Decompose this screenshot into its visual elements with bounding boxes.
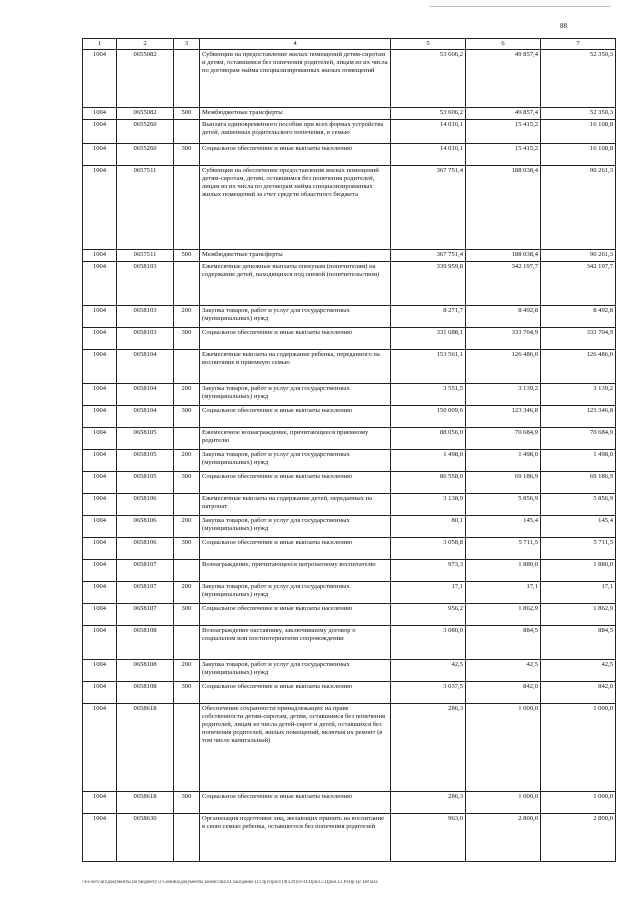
target-item-code: 0658105: [117, 472, 174, 494]
amount-col7: 2 800,0: [541, 814, 616, 862]
amount-col7: 1 862,9: [541, 604, 616, 626]
target-item-code: 0655082: [117, 108, 174, 120]
amount-col7: 123 346,8: [541, 406, 616, 428]
table-row: [83, 144, 616, 166]
section-code: 1004: [83, 384, 117, 406]
item-description: Социальное обеспечение и иные выплаты населению: [200, 406, 391, 428]
amount-col7: 52 350,3: [541, 108, 616, 120]
section-code: 1004: [83, 350, 117, 384]
table-row: [83, 450, 616, 472]
col-header-1: 1: [83, 39, 117, 50]
amount-col5: 8 271,7: [391, 306, 466, 328]
section-code: 1004: [83, 516, 117, 538]
amount-col6: 8 492,8: [466, 306, 541, 328]
amount-col5: 80,1: [391, 516, 466, 538]
amount-col6: 1 862,9: [466, 604, 541, 626]
amount-col5: 86 558,0: [391, 472, 466, 494]
table-row: [83, 50, 616, 108]
col-header-2: 2: [117, 39, 174, 50]
expense-type-code: 300: [174, 682, 200, 704]
expense-type-code: [174, 50, 200, 108]
amount-col5: 153 561,1: [391, 350, 466, 384]
expense-type-code: [174, 350, 200, 384]
item-description: Межбюджетные трансферты: [200, 250, 391, 262]
amount-col5: 3 080,0: [391, 626, 466, 660]
item-description: Закупка товаров, работ и услуг для государственных (муниципальных) нужд: [200, 450, 391, 472]
amount-col7: 5 711,5: [541, 538, 616, 560]
amount-col6: 188 038,4: [466, 166, 541, 250]
budget-table: [82, 38, 616, 862]
table-row: [83, 604, 616, 626]
amount-col6: 17,1: [466, 582, 541, 604]
amount-col5: 339 959,8: [391, 262, 466, 306]
expense-type-code: [174, 626, 200, 660]
table-row: [83, 328, 616, 350]
table-row: [83, 516, 616, 538]
amount-col6: 70 684,9: [466, 428, 541, 450]
page-number: 88: [560, 22, 567, 30]
table-row: [83, 350, 616, 384]
item-description: Закупка товаров, работ и услуг для государственных (муниципальных) нужд: [200, 306, 391, 328]
section-code: 1004: [83, 626, 117, 660]
table-row: [83, 560, 616, 582]
table-row: [83, 166, 616, 250]
target-item-code: 0655082: [117, 50, 174, 108]
amount-col7: 884,5: [541, 626, 616, 660]
table-row: [83, 704, 616, 792]
target-item-code: 0658108: [117, 626, 174, 660]
table-row: [83, 660, 616, 682]
amount-col7: 842,0: [541, 682, 616, 704]
table-row: [83, 250, 616, 262]
amount-col7: 1 498,0: [541, 450, 616, 472]
expense-type-code: 200: [174, 306, 200, 328]
section-code: 1004: [83, 660, 117, 682]
table-row: [83, 108, 616, 120]
item-description: Социальное обеспечение и иные выплаты населению: [200, 538, 391, 560]
amount-col6: 15 415,2: [466, 144, 541, 166]
section-code: 1004: [83, 472, 117, 494]
amount-col7: 1 000,0: [541, 792, 616, 814]
expense-type-code: [174, 166, 200, 250]
section-code: 1004: [83, 166, 117, 250]
section-code: 1004: [83, 306, 117, 328]
amount-col7: 16 108,8: [541, 120, 616, 144]
expense-type-code: 200: [174, 384, 200, 406]
amount-col6: 5 711,5: [466, 538, 541, 560]
table-row: [83, 626, 616, 660]
expense-type-code: 300: [174, 792, 200, 814]
amount-col5: 3 037,5: [391, 682, 466, 704]
table-row: [83, 792, 616, 814]
amount-col5: 88 056,0: [391, 428, 466, 450]
amount-col5: 331 688,1: [391, 328, 466, 350]
expense-type-code: 500: [174, 108, 200, 120]
amount-col7: 42,5: [541, 660, 616, 682]
col-header-3: 3: [174, 39, 200, 50]
table-row: [83, 406, 616, 428]
item-description: Субвенции на предоставление жилых помещений детям-сиротам и детям, оставшимся без попечения родителей, лицам из их числа по договорам найма специализированных жилых помещений: [200, 50, 391, 108]
section-code: 1004: [83, 450, 117, 472]
target-item-code: 0658108: [117, 660, 174, 682]
target-item-code: 0658630: [117, 814, 174, 862]
amount-col6: 5 856,9: [466, 494, 541, 516]
amount-col7: 17,1: [541, 582, 616, 604]
target-item-code: 0655260: [117, 144, 174, 166]
amount-col5: 53 606,2: [391, 108, 466, 120]
item-description: Ежемесячные выплаты на содержание детей, переданных на патронат: [200, 494, 391, 516]
section-code: 1004: [83, 494, 117, 516]
amount-col6: 3 139,2: [466, 384, 541, 406]
item-description: Закупка товаров, работ и услуг для государственных (муниципальных) нужд: [200, 516, 391, 538]
file-path-footer: \\Fs-serv\all\документы по бюджету\3 Семина\документы комиссии\43 заседание (113р)\прил\19(129)\П-О\Прил.5 Прил.12 РзПр Цс ВР.xlsx: [82, 880, 378, 885]
section-code: 1004: [83, 560, 117, 582]
amount-col5: 53 606,2: [391, 50, 466, 108]
item-description: Обеспечение сохранности принадлежащих на праве собственности детям-сиротам, детям, оставшимся без попечения родителей, лицам из числа детей-сирот и детей, оставшихся без попечения родителей, жилых помещений, включая их ремонт (в том числе капитальный): [200, 704, 391, 792]
amount-col5: 956,2: [391, 604, 466, 626]
item-description: Выплата единовременного пособия при всех формах устройства детей, лишенных родительского попечения, в семью: [200, 120, 391, 144]
target-item-code: 0658106: [117, 516, 174, 538]
section-code: 1004: [83, 50, 117, 108]
expense-type-code: 300: [174, 406, 200, 428]
amount-col7: 126 486,0: [541, 350, 616, 384]
item-description: Социальное обеспечение и иные выплаты населению: [200, 792, 391, 814]
amount-col6: 1 498,0: [466, 450, 541, 472]
section-code: 1004: [83, 428, 117, 450]
amount-col6: 49 857,4: [466, 108, 541, 120]
col-header-5: 5: [391, 39, 466, 50]
amount-col7: 69 186,9: [541, 472, 616, 494]
amount-col5: 3 551,5: [391, 384, 466, 406]
target-item-code: 0658104: [117, 406, 174, 428]
item-description: Социальное обеспечение и иные выплаты населению: [200, 604, 391, 626]
target-item-code: 0657511: [117, 166, 174, 250]
section-code: 1004: [83, 250, 117, 262]
header-row: [83, 39, 616, 50]
item-description: Ежемесячное вознаграждение, причитающееся приемному родителю: [200, 428, 391, 450]
section-code: 1004: [83, 814, 117, 862]
amount-col5: 1 498,0: [391, 450, 466, 472]
amount-col5: 3 058,8: [391, 538, 466, 560]
section-code: 1004: [83, 604, 117, 626]
item-description: Социальное обеспечение и иные выплаты населению: [200, 144, 391, 166]
section-code: 1004: [83, 538, 117, 560]
amount-col7: 5 856,9: [541, 494, 616, 516]
target-item-code: 0658107: [117, 560, 174, 582]
amount-col6: 1 880,0: [466, 560, 541, 582]
amount-col5: 963,0: [391, 814, 466, 862]
amount-col6: 145,4: [466, 516, 541, 538]
target-item-code: 0658103: [117, 328, 174, 350]
col-header-7: 7: [541, 39, 616, 50]
amount-col5: 286,3: [391, 792, 466, 814]
target-item-code: 0658108: [117, 682, 174, 704]
section-code: 1004: [83, 328, 117, 350]
amount-col5: 286,3: [391, 704, 466, 792]
expense-type-code: [174, 428, 200, 450]
table-row: [83, 384, 616, 406]
expense-type-code: 300: [174, 144, 200, 166]
item-description: Закупка товаров, работ и услуг для государственных (муниципальных) нужд: [200, 582, 391, 604]
expense-type-code: [174, 814, 200, 862]
item-description: Социальное обеспечение и иные выплаты населению: [200, 472, 391, 494]
amount-col6: 69 186,9: [466, 472, 541, 494]
table-row: [83, 472, 616, 494]
target-item-code: 0658107: [117, 604, 174, 626]
target-item-code: 0657511: [117, 250, 174, 262]
amount-col5: 367 751,4: [391, 166, 466, 250]
header-rule: [430, 6, 610, 7]
amount-col7: 90 261,3: [541, 250, 616, 262]
amount-col6: 333 704,9: [466, 328, 541, 350]
item-description: Вознаграждение, причитающееся патронатному воспитателю: [200, 560, 391, 582]
expense-type-code: [174, 262, 200, 306]
amount-col7: 8 492,8: [541, 306, 616, 328]
section-code: 1004: [83, 108, 117, 120]
item-description: Межбюджетные трансферты: [200, 108, 391, 120]
section-code: 1004: [83, 262, 117, 306]
amount-col7: 52 350,3: [541, 50, 616, 108]
expense-type-code: 300: [174, 604, 200, 626]
item-description: Ежемесячные денежные выплаты опекунам (попечителям) на содержание детей, находящихся под опекой (попечительством): [200, 262, 391, 306]
section-code: 1004: [83, 682, 117, 704]
amount-col6: 42,5: [466, 660, 541, 682]
expense-type-code: [174, 704, 200, 792]
amount-col6: 2 800,0: [466, 814, 541, 862]
target-item-code: 0658107: [117, 582, 174, 604]
table-row: [83, 428, 616, 450]
amount-col5: 14 010,1: [391, 144, 466, 166]
section-code: 1004: [83, 792, 117, 814]
expense-type-code: 300: [174, 538, 200, 560]
target-item-code: 0655260: [117, 120, 174, 144]
amount-col7: 145,4: [541, 516, 616, 538]
amount-col6: 49 857,4: [466, 50, 541, 108]
amount-col6: 15 415,2: [466, 120, 541, 144]
item-description: Социальное обеспечение и иные выплаты населению: [200, 682, 391, 704]
expense-type-code: [174, 494, 200, 516]
expense-type-code: 200: [174, 450, 200, 472]
table-row: [83, 682, 616, 704]
amount-col5: 367 751,4: [391, 250, 466, 262]
expense-type-code: [174, 120, 200, 144]
target-item-code: 0658105: [117, 428, 174, 450]
amount-col7: 70 684,9: [541, 428, 616, 450]
target-item-code: 0658106: [117, 538, 174, 560]
col-header-6: 6: [466, 39, 541, 50]
item-description: Закупка товаров, работ и услуг для государственных (муниципальных) нужд: [200, 384, 391, 406]
target-item-code: 0658618: [117, 704, 174, 792]
amount-col6: 842,0: [466, 682, 541, 704]
expense-type-code: 200: [174, 516, 200, 538]
amount-col7: 342 197,7: [541, 262, 616, 306]
table-row: [83, 814, 616, 862]
target-item-code: 0658106: [117, 494, 174, 516]
amount-col6: 884,5: [466, 626, 541, 660]
item-description: Социальное обеспечение и иные выплаты населению: [200, 328, 391, 350]
target-item-code: 0658104: [117, 350, 174, 384]
col-header-4: 4: [200, 39, 391, 50]
amount-col5: 3 138,9: [391, 494, 466, 516]
amount-col5: 150 009,6: [391, 406, 466, 428]
amount-col5: 42,5: [391, 660, 466, 682]
target-item-code: 0658103: [117, 262, 174, 306]
amount-col7: 3 139,2: [541, 384, 616, 406]
amount-col6: 342 197,7: [466, 262, 541, 306]
amount-col7: 1 880,0: [541, 560, 616, 582]
target-item-code: 0658103: [117, 306, 174, 328]
item-description: Ежемесячные выплаты на содержание ребенка, переданного на воспитание в приемную семью: [200, 350, 391, 384]
amount-col5: 14 010,1: [391, 120, 466, 144]
section-code: 1004: [83, 406, 117, 428]
amount-col6: 188 038,4: [466, 250, 541, 262]
section-code: 1004: [83, 704, 117, 792]
item-description: Закупка товаров, работ и услуг для государственных (муниципальных) нужд: [200, 660, 391, 682]
table-row: [83, 306, 616, 328]
amount-col5: 973,3: [391, 560, 466, 582]
target-item-code: 0658105: [117, 450, 174, 472]
section-code: 1004: [83, 120, 117, 144]
expense-type-code: 200: [174, 582, 200, 604]
target-item-code: 0658104: [117, 384, 174, 406]
expense-type-code: 300: [174, 472, 200, 494]
amount-col7: 1 000,0: [541, 704, 616, 792]
table-row: [83, 494, 616, 516]
amount-col6: 126 486,0: [466, 350, 541, 384]
table-row: [83, 120, 616, 144]
table-row: [83, 538, 616, 560]
amount-col7: 333 704,9: [541, 328, 616, 350]
section-code: 1004: [83, 582, 117, 604]
item-description: Вознаграждение наставнику, заключившему договор о социальном или постинтернатном сопровождении: [200, 626, 391, 660]
item-description: Субвенции на обеспечение предоставления жилых помещений детям-сиротам, детям, оставшимся без попечения родителей, лицам из их числа по договорам найма специализированных жилых помещений за счет средств областного бюджета: [200, 166, 391, 250]
table-row: [83, 262, 616, 306]
amount-col5: 17,1: [391, 582, 466, 604]
expense-type-code: 200: [174, 660, 200, 682]
amount-col7: 90 261,3: [541, 166, 616, 250]
expense-type-code: 500: [174, 250, 200, 262]
amount-col6: 123 346,8: [466, 406, 541, 428]
amount-col6: 1 000,0: [466, 704, 541, 792]
table-row: [83, 582, 616, 604]
amount-col7: 16 108,8: [541, 144, 616, 166]
amount-col6: 1 000,0: [466, 792, 541, 814]
expense-type-code: 300: [174, 328, 200, 350]
expense-type-code: [174, 560, 200, 582]
section-code: 1004: [83, 144, 117, 166]
item-description: Организация подготовки лиц, желающих принять на воспитание в свою семью ребенка, оставшегося без попечения родителей: [200, 814, 391, 862]
target-item-code: 0658618: [117, 792, 174, 814]
